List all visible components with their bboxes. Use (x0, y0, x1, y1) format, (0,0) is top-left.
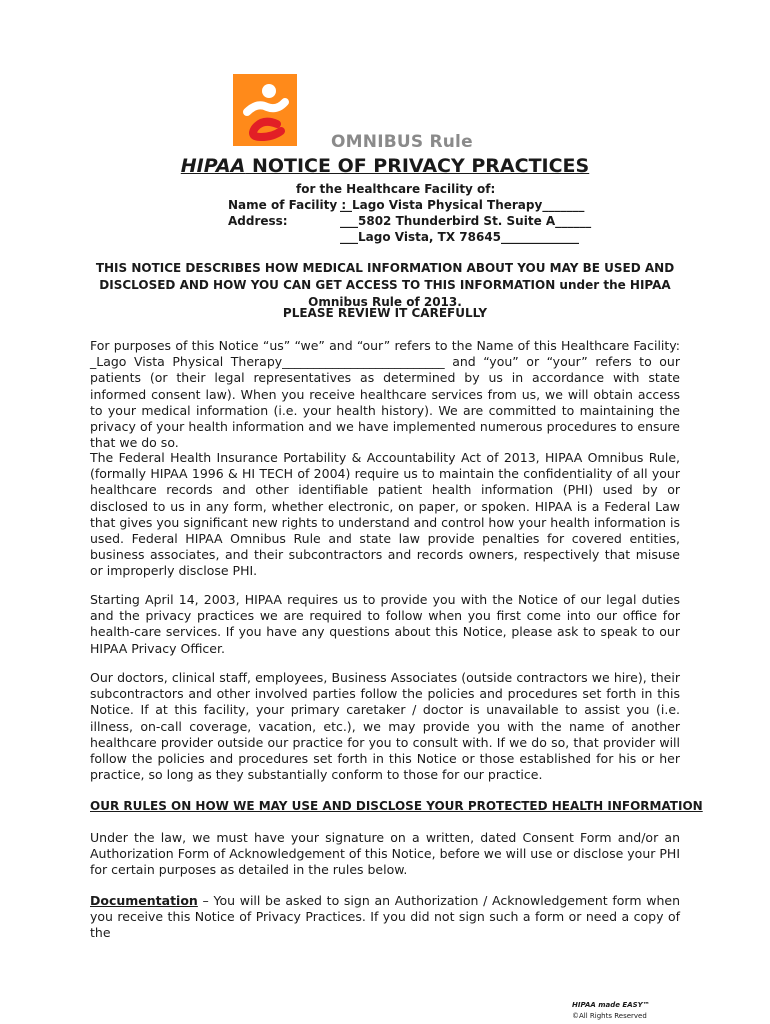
paragraph-notice-start: Starting April 14, 2003, HIPAA requires us to provide you with the Notice of our legal duties and the privacy practices we are required to follow when you first come into our office for health-care services. If you have any questions about this Notice, please ask to speak to our HIPAA Privacy Officer. (90, 592, 680, 656)
title-rest: NOTICE OF PRIVACY PRACTICES (245, 155, 590, 177)
section-heading-rules: OUR RULES ON HOW WE MAY USE AND DISCLOSE YOUR PROTECTED HEALTH INFORMATION (90, 799, 703, 813)
running-figure-icon (233, 74, 297, 146)
figure-logo-icon (233, 74, 297, 146)
documentation-heading: Documentation (90, 893, 198, 908)
documentation-text: – You will be asked to sign an Authorization / Acknowledgement form when you receive this Notice of Privacy Practices. If you did not sign such a form or need a copy of the (90, 893, 680, 941)
facility-address-line1: ___5802 Thunderbird St. Suite A______ (340, 214, 592, 228)
facility-address-label: Address: (228, 214, 288, 228)
notice-description: THIS NOTICE DESCRIBES HOW MEDICAL INFORMATION ABOUT YOU MAY BE USED AND DISCLOSED AND HOW YOU CAN GET ACCESS TO THIS INFORMATION under the HIPAA Omnibus Rule of 2013. (95, 261, 675, 309)
facility-name-label: Name of Facility : (228, 198, 347, 212)
page-title (0, 155, 770, 177)
paragraph-staff-policies: Our doctors, clinical staff, employees, Business Associates (outside contractors we hire), their subcontractors and other involved parties follow the policies and procedures set forth in this Notice. If at this facility, your primary caretaker / doctor is unavailable to assist you (i.e. illness, on-call coverage, vacation, etc.), we may provide you with the name of another healthcare provider outside our practice for you to consult with. If we do so, that provider will follow the policies and procedures set forth in this Notice or those established for his or her practice, so long as they substantially conform to those for our practice. (90, 670, 680, 783)
paragraph-consent: Under the law, we must have your signature on a written, dated Consent Form and/or an Authorization Form of Acknowledgement of this Notice, before we will use or disclose your PHI for certain purposes as detailed in the rules below. (90, 830, 680, 878)
omnibus-rule-title: OMNIBUS Rule (331, 132, 473, 152)
facility-for-line: for the Healthcare Facility of: (296, 182, 496, 196)
facility-name-value: __Lago Vista Physical Therapy_______ (340, 198, 585, 212)
title-hipaa-word: HIPAA (180, 155, 246, 177)
facility-address-line2: ___Lago Vista, TX 78645_____________ (340, 230, 580, 244)
page-footer (572, 1000, 650, 1022)
footer-brand: HIPAA made EASY™ (572, 1001, 650, 1009)
paragraph-documentation (90, 893, 680, 942)
footer-rights: ©All Rights Reserved (572, 1012, 647, 1020)
review-line: PLEASE REVIEW IT CAREFULLY (282, 306, 488, 320)
paragraph-federal-law: The Federal Health Insurance Portability & Accountability Act of 2013, HIPAA Omnibus Rule, (formally HIPAA 1996 & HI TECH of 2004) require us to maintain the confidentiality of all your healthcare records and other identifiable patient health information (PHI) used by or disclosed to us in any form, whether electronic, on paper, or spoken. HIPAA is a Federal Law that gives you significant new rights to understand and control how your health information is used. Federal HIPAA Omnibus Rule and state law provide penalties for covered entities, business associates, and their subcontractors and records owners, respectively that misuse or improperly disclose PHI. (90, 450, 680, 579)
paragraph-purposes: For purposes of this Notice “us” “we” and “our” refers to the Name of this Healthcare Facility: _Lago Vista Physical Therapy__________________________ and “you” or “your” refers to our patients (or their legal representatives as determined by us in accordance with state informed consent law). When you receive healthcare services from us, we will obtain access to your medical information (i.e. your health history). We are committed to maintaining the privacy of your health information and we have implemented numerous procedures to ensure that we do so. (90, 338, 680, 451)
